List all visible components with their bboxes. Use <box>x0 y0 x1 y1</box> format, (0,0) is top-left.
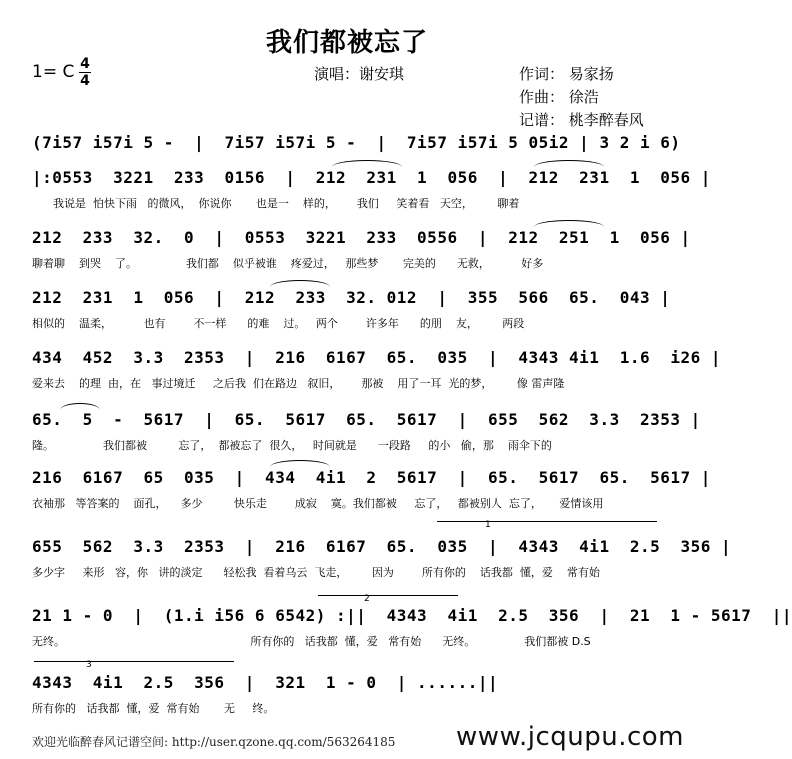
score-line <box>32 606 792 648</box>
notes: 65. 5 - 5617 | 65. 5617 65. 5617 | 655 562 3.3 2353 | <box>32 410 701 429</box>
composer-credit: 作曲： 徐浩 <box>519 88 599 106</box>
notes: 434 452 3.3 2353 | 216 6167 65. 035 | 4343 4i1 1.6 i26 | <box>32 348 722 367</box>
score-line <box>32 468 711 510</box>
notes: 21 1 - 0 | (1.i i56 6 6542) :|| 4343 4i1 2.5 356 | 21 1 - 5617 || <box>32 606 792 625</box>
time-signature-top: 4 <box>80 56 90 72</box>
notes: |:0553 3221 233 0156 | 212 231 1 056 | 212 231 1 056 | <box>32 168 711 187</box>
notes: 655 562 3.3 2353 | 216 6167 65. 035 | 4343 4i1 2.5 356 | <box>32 537 732 556</box>
time-signature-bottom: 4 <box>80 73 90 89</box>
volta-number: 2 <box>364 594 370 604</box>
watermark-logo: www.jcqupu.com <box>456 722 684 752</box>
slur <box>270 460 330 467</box>
lyrics: 相似的 温柔， 也有 不一样 的难 过。 两个 许多年 的朋 友， 两段 <box>32 317 525 330</box>
lyricist-credit: 作词： 易家扬 <box>519 65 614 83</box>
lyrics: 多少字 来形 容，你 讲的淡定 轻松我 看着乌云 飞走， 因为 所有你的 话我都 懂，爱 常有始 <box>32 566 600 579</box>
lyrics: 聊着聊 到哭 了。 我们都 似乎被谁 疼爱过， 那些梦 完美的 无救， 好多 <box>32 257 544 270</box>
slur <box>332 160 402 167</box>
score-line <box>32 228 691 270</box>
notes: (7i57 i57i 5 - | 7i57 i57i 5 - | 7i57 i57i 5 05i2 | 3 2 i 6) <box>32 133 681 152</box>
lyrics: 无终。 所有你的 话我都 懂，爱 常有始 无终。 我们都被 D.S <box>32 635 591 648</box>
singer-credit: 演唱：谢安琪 <box>314 65 405 83</box>
notes: 216 6167 65 035 | 434 4i1 2 5617 | 65. 5617 65. 5617 | <box>32 468 711 487</box>
transcriber-credit: 记谱： 桃李醉春风 <box>519 111 644 129</box>
lyrics: 我说是 怕快下雨 的微风， 你说你 也是一 样的， 我们 笑着看 天空， 聊着 <box>32 197 520 210</box>
slur <box>534 220 604 227</box>
volta-bracket <box>437 520 657 530</box>
footer-text: 欢迎光临醉春风记谱空间: http://user.qzone.qq.com/563264185 <box>32 735 396 749</box>
score-line <box>32 168 711 210</box>
notes: 212 233 32. 0 | 0553 3221 233 0556 | 212 251 1 056 | <box>32 228 691 247</box>
score-line <box>32 410 701 452</box>
lyrics: 隆。 我们都被 忘了， 都被忘了 很久， 时间就是 一段路 的小 偷，那 雨伞下的 <box>32 439 552 452</box>
slur <box>60 403 100 410</box>
volta-bracket <box>318 594 458 604</box>
song-title: 我们都被忘了 <box>265 28 428 58</box>
score-line <box>32 673 668 713</box>
notes: 212 231 1 056 | 212 233 32. 012 | 355 566 65. 043 | <box>32 288 671 307</box>
time-signature <box>79 57 91 88</box>
notes: 4343 4i1 2.5 356 | 321 1 - 0 | ......|| <box>32 673 499 692</box>
volta-bracket <box>34 660 234 670</box>
volta-number: 3 <box>86 660 92 670</box>
score-line <box>32 288 671 330</box>
key-signature: 1= C <box>32 62 75 82</box>
slur <box>534 160 604 167</box>
score-line <box>32 133 681 173</box>
score-line <box>32 537 732 579</box>
score-line <box>32 348 722 390</box>
lyrics: 衣袖那 等答案的 面孔， 多少 快乐走 成寂 寞。我们都被 忘了， 都被别人 忘了， 爱情该用 <box>32 497 604 510</box>
volta-number: 1 <box>485 520 491 530</box>
lyrics: 所有你的 话我都 懂，爱 常有始 无 终。 <box>32 702 275 715</box>
slur <box>270 280 330 287</box>
lyrics: 爱来去 的理 由，在 事过境迁 之后我 们在路边 叙旧， 那被 用了一耳 光的梦， 像 雷声隆 <box>32 377 565 390</box>
